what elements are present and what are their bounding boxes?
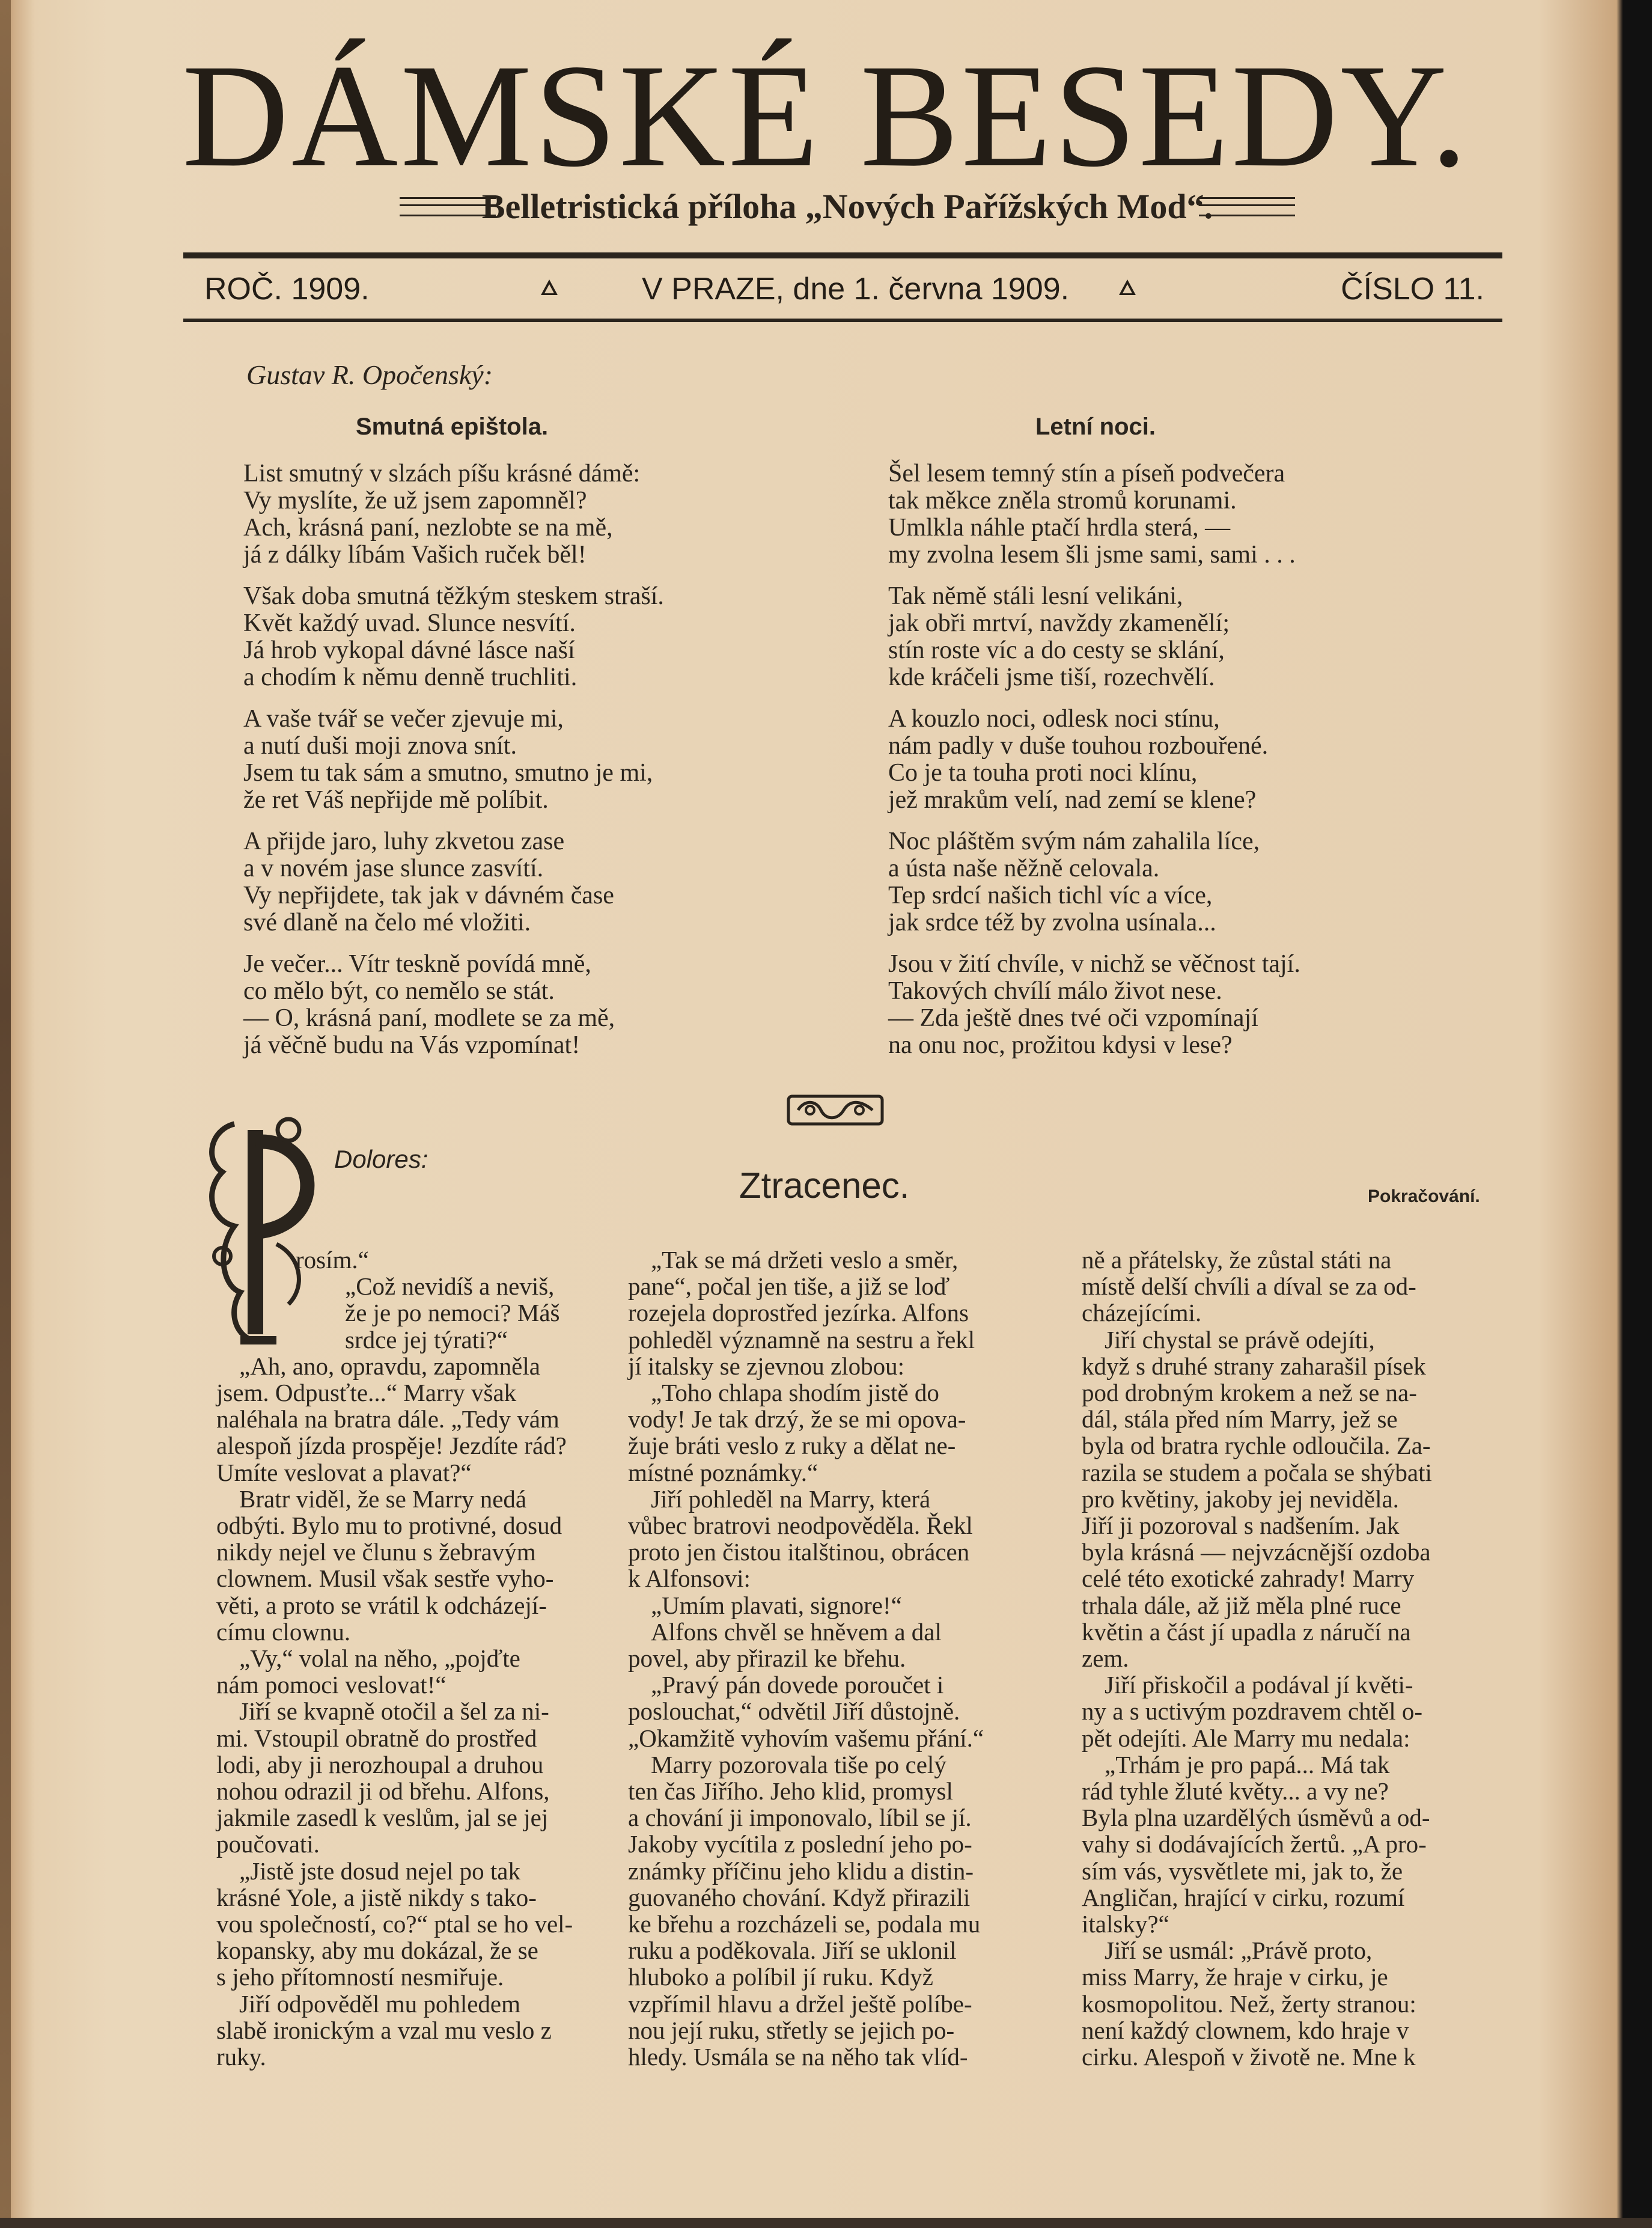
- poem-line: my zvolna lesem šli jsme sami, sami . . .: [888, 541, 1296, 569]
- poems-author: Gustav R. Opočenský:: [246, 359, 493, 390]
- poem-line: kde kráčeli jsme tiší, rozechvělí.: [888, 664, 1215, 691]
- text-line: květin a část jí upadla z náručí na: [1082, 1617, 1411, 1646]
- text-line: „Umím plavati, signore!“: [651, 1591, 902, 1619]
- text-line: Jiří odpověděl mu pohledem: [239, 1989, 520, 2018]
- text-line: Jiří se usmál: „Právě proto,: [1105, 1937, 1373, 1965]
- poem-line: Jsem tu tak sám a smutno, smutno je mi,: [243, 759, 653, 787]
- story-column-1: [216, 1247, 573, 2070]
- text-line: pane“, počal jen tiše, a již se loď: [628, 1272, 950, 1301]
- poem-left-stanza: [243, 706, 653, 814]
- text-line: razila se studem a počala se shýbati: [1082, 1458, 1432, 1486]
- poem-line: Však doba smutná těžkým steskem straší.: [243, 582, 664, 610]
- story-column-3: [1082, 1247, 1432, 2070]
- poem-line: tak měkce zněla stromů korunami.: [888, 487, 1237, 514]
- poem-left-stanza: [243, 828, 614, 936]
- text-line: Byla plna uzardělých úsměvů a od-: [1082, 1804, 1430, 1832]
- issue-line: [204, 267, 1484, 316]
- text-line: mi. Vstoupil obratně do prostřed: [216, 1724, 537, 1752]
- triangle-ornament-left-icon: [541, 279, 558, 295]
- poem-line: Tep srdcí našich tichl víc a více,: [888, 882, 1213, 909]
- text-line: kosmopolitou. Než, žerty stranou:: [1082, 1989, 1416, 2018]
- text-line: když s druhé strany zaharašil písek: [1082, 1352, 1426, 1380]
- poem-line: Jsou v žití chvíle, v nichž se věčnost tají.: [888, 950, 1300, 978]
- text-line: poslouchat,“ odvětil Jiří důstojně.: [628, 1697, 960, 1726]
- text-line: Marry pozorovala tiše po celý: [651, 1750, 946, 1778]
- text-line: ten čas Jiřího. Jeho klid, promysl: [628, 1777, 953, 1805]
- poem-right-stanza: [888, 706, 1268, 814]
- masthead-title: DÁMSKÉ BESEDY.: [182, 34, 1470, 198]
- text-line: Alfons chvěl se hněvem a dal: [651, 1617, 942, 1646]
- issue-place-date: V PRAZE, dne 1. června 1909.: [642, 272, 1070, 307]
- poem-line: a nutí duši moji znova snít.: [243, 732, 517, 760]
- text-line: sím vás, vysvětlete mi, jak to, že: [1082, 1857, 1403, 1885]
- text-line: s jeho přítomností nesmiřuje.: [216, 1963, 504, 1991]
- poem-line: já věčně budu na Vás vzpomínat!: [243, 1031, 581, 1059]
- issue-year: ROČ. 1909.: [204, 272, 370, 307]
- book-spine: [0, 0, 11, 2228]
- poem-line: jak obři mrtví, navždy zkamenělí;: [888, 609, 1230, 637]
- poem-line: já z dálky líbám Vašich ruček běl!: [243, 541, 587, 569]
- text-line: není každý clownem, kdo hraje v: [1082, 2016, 1409, 2044]
- text-line: proto jen čistou italštinou, obrácen: [628, 1538, 970, 1566]
- text-line: rád tyhle žluté květy... a vy ne?: [1082, 1777, 1389, 1805]
- text-line: poučovati.: [216, 1830, 320, 1858]
- text-line: krásné Yole, a jistě nikdy s tako-: [216, 1883, 537, 1911]
- text-line: ruku a poděkovala. Jiří se uklonil: [628, 1937, 957, 1965]
- poem-line: A přijde jaro, luhy zkvetou zase: [243, 828, 565, 855]
- text-line: Umíte veslovat a plavat?“: [216, 1458, 472, 1486]
- text-line: vzpřímil hlavu a držel ještě políbe-: [628, 1989, 972, 2018]
- text-line: rozejela doprostřed jezírka. Alfons: [628, 1299, 969, 1327]
- poem-right-stanza: [888, 460, 1296, 569]
- triangle-ornament-right-icon: [1119, 279, 1136, 295]
- text-line: cházejícími.: [1082, 1299, 1202, 1327]
- poem-left-stanza: [243, 583, 664, 691]
- text-line: „Tak se má držeti veslo a směr,: [651, 1246, 959, 1274]
- poem-line: — Zda ještě dnes tvé oči vzpomínají: [888, 1004, 1258, 1032]
- poem-line: nám padly v duše touhou rozbouřené.: [888, 732, 1269, 760]
- text-line: místné poznámky.“: [628, 1458, 818, 1486]
- text-line: pohleděl významně na sestru a řekl: [628, 1325, 975, 1354]
- poem-line: jak srdce též by zvolna usínala...: [888, 909, 1216, 936]
- poem-line: své dlaně na čelo mé vložiti.: [243, 909, 531, 936]
- text-line: byla od bratra rychle odloučila. Za-: [1082, 1432, 1431, 1460]
- text-line: nohou odrazil ji od břehu. Alfons,: [216, 1777, 550, 1805]
- story-author: Dolores:: [334, 1145, 428, 1173]
- poem-line: a chodím k němu denně truchliti.: [243, 664, 578, 691]
- poem-line: List smutný v slzách píšu krásné dámě:: [243, 460, 641, 487]
- text-line: a chování ji imponovalo, líbil se jí.: [628, 1804, 972, 1832]
- masthead-rule-bottom: [183, 319, 1502, 322]
- poem-left-title: Smutná epištola.: [356, 414, 549, 440]
- text-line: „Okamžitě vyhovím vašemu přání.“: [628, 1724, 984, 1752]
- poem-line: jež mrakům velí, nad zemí se klene?: [888, 786, 1257, 814]
- text-line: jsem. Odpusťte...“ Marry však: [216, 1379, 517, 1407]
- text-line: „Toho chlapa shodím jistě do: [651, 1379, 939, 1407]
- text-line: Jiří se kvapně otočil a šel za ni-: [239, 1697, 549, 1726]
- text-line: slabě ironickým a vzal mu veslo z: [216, 2016, 552, 2044]
- masthead-rule-top: [183, 252, 1502, 258]
- poem-line: Vy myslíte, že už jsem zapomněl?: [243, 487, 587, 514]
- scan-bottom-edge: [0, 2218, 1652, 2228]
- story-column-2: [628, 1247, 984, 2070]
- poem-right-stanza: [888, 583, 1230, 691]
- text-line: kopansky, aby mu dokázal, že se: [216, 1937, 538, 1965]
- text-line: jí italsky se zjevnou zlobou:: [628, 1352, 905, 1380]
- section-ornament-icon: [786, 1093, 885, 1128]
- text-line: známky příčinu jeho klidu a distin-: [628, 1857, 974, 1885]
- text-line: hledy. Usmála se na něho tak vlíd-: [628, 2043, 968, 2071]
- continued-label: Pokračování.: [1368, 1186, 1480, 1206]
- poem-right-title: Letní noci.: [1035, 414, 1156, 440]
- poem-line: stín roste víc a do cesty se sklání,: [888, 636, 1225, 664]
- text-line: Angličan, hrající v cirku, rozumí: [1082, 1883, 1405, 1911]
- poem-line: a v novém jase slunce zasvítí.: [243, 855, 544, 882]
- poem-line: A vaše tvář se večer zjevuje mi,: [243, 705, 564, 733]
- text-line: clownem. Musil však sestře vyho-: [216, 1564, 554, 1593]
- text-line: „Pravý pán dovede poroučet i: [651, 1671, 944, 1699]
- text-line: srdce jej týrati?“: [345, 1325, 508, 1354]
- text-line: místě delší chvíli a díval se za od-: [1082, 1272, 1416, 1301]
- poem-line: na onu noc, prožitou kdysi v lese?: [888, 1031, 1233, 1059]
- poem-line: co mělo být, co nemělo se stát.: [243, 977, 555, 1005]
- text-line: dál, stála před ním Marry, jež se: [1082, 1405, 1398, 1433]
- text-line: guovaného chování. Když přirazili: [628, 1883, 971, 1911]
- text-line: celé této exotické zahrady! Marry: [1082, 1564, 1415, 1593]
- poem-left-stanza: [243, 460, 640, 569]
- poem-line: Tak němě stáli lesní velikáni,: [888, 582, 1183, 610]
- text-line: italsky?“: [1082, 1910, 1169, 1938]
- text-line: vahy si dodávajících žertů. „A pro-: [1082, 1830, 1427, 1858]
- issue-number: ČÍSLO 11.: [1341, 272, 1484, 307]
- poem-line: — O, krásná paní, modlete se za mě,: [243, 1004, 615, 1032]
- text-line: rosím.“: [296, 1246, 369, 1274]
- poem-right-stanza: [888, 828, 1260, 936]
- text-line: Jakoby vycítila z poslední jeho po-: [628, 1830, 972, 1858]
- text-line: vou společností, co?“ ptal se ho vel-: [216, 1910, 573, 1938]
- poem-line: Ach, krásná paní, nezlobte se na mě,: [243, 514, 613, 542]
- text-line: „Trhám je pro papá... Má tak: [1105, 1750, 1390, 1778]
- masthead-subtitle: Belletristická příloha „Nových Pařížských Mod“.: [481, 187, 1213, 226]
- text-line: Jiří pohleděl na Marry, která: [651, 1485, 931, 1513]
- text-line: vůbec bratrovi neodpověděla. Řekl: [628, 1512, 973, 1540]
- story-title: Ztracenec.: [739, 1165, 910, 1206]
- text-line: Bratr viděl, že se Marry nedá: [239, 1485, 527, 1513]
- poem-line: že ret Váš nepřijde mě políbit.: [243, 786, 549, 814]
- poem-line: Já hrob vykopal dávné lásce naší: [243, 636, 575, 664]
- text-line: věti, a proto se vrátil k odcházejí-: [216, 1591, 547, 1619]
- text-line: ně a přátelsky, že zůstal státi na: [1082, 1246, 1392, 1274]
- text-line: Jiří ji pozoroval s nadšením. Jak: [1082, 1512, 1400, 1540]
- text-line: Jiří přiskočil a podával jí květi-: [1105, 1671, 1413, 1699]
- poem-line: Šel lesem temný stín a píseň podvečera: [888, 460, 1285, 487]
- text-line: hluboko a políbil jí ruku. Když: [628, 1963, 933, 1991]
- masthead-subtitle-row: [385, 186, 1310, 228]
- text-line: vody! Je tak drzý, že se mi opova-: [628, 1405, 966, 1433]
- text-line: povel, aby přirazil ke břehu.: [628, 1644, 906, 1673]
- poem-line: Květ každý uvad. Slunce nesvítí.: [243, 609, 576, 637]
- text-line: že je po nemoci? Máš: [345, 1299, 560, 1327]
- text-line: „Ah, ano, opravdu, zapomněla: [239, 1352, 540, 1380]
- text-line: ke břehu a rozcházeli se, podala mu: [628, 1910, 981, 1938]
- text-line: byla krásná — nejvzácnější ozdoba: [1082, 1538, 1431, 1566]
- text-line: alespoň jízda prospěje! Jezdíte rád?: [216, 1432, 567, 1460]
- text-line: nikdy nejel ve člunu s žebravým: [216, 1538, 536, 1566]
- text-line: zem.: [1082, 1644, 1129, 1673]
- poem-line: Takových chvílí málo život nese.: [888, 977, 1222, 1005]
- text-line: ny a s uctivým pozdravem chtěl o-: [1082, 1697, 1422, 1726]
- text-line: miss Marry, že hraje v cirku, je: [1082, 1963, 1388, 1991]
- poem-line: Vy nepřijdete, tak jak v dávném čase: [243, 882, 614, 909]
- text-line: pro květiny, jakoby jej neviděla.: [1082, 1485, 1399, 1513]
- poem-line: Je večer... Vítr teskně povídá mně,: [243, 950, 591, 978]
- text-line: žuje bráti veslo z ruky a dělat ne-: [628, 1432, 956, 1460]
- scan-edge: [1623, 0, 1652, 2228]
- poem-line: A kouzlo noci, odlesk noci stínu,: [888, 705, 1220, 733]
- text-line: „Jistě jste dosud nejel po tak: [239, 1857, 520, 1885]
- poem-line: a ústa naše něžně celovala.: [888, 855, 1160, 882]
- text-line: lodi, aby ji nerozhoupal a druhou: [216, 1750, 544, 1778]
- text-line: jakmile zasedl k veslům, jal se jej: [216, 1804, 549, 1832]
- poem-left-stanza: [243, 951, 615, 1059]
- text-line: odbýti. Bylo mu to protivné, dosud: [216, 1512, 562, 1540]
- text-line: Jiří chystal se právě odejíti,: [1105, 1325, 1375, 1354]
- text-line: címu clownu.: [216, 1617, 351, 1646]
- text-line: nám pomoci veslovat!“: [216, 1671, 447, 1699]
- poem-right-stanza: [888, 951, 1300, 1059]
- text-line: k Alfonsovi:: [628, 1564, 751, 1593]
- text-line: pět odejíti. Ale Marry mu nedala:: [1082, 1724, 1410, 1752]
- text-line: cirku. Alespoň v životě ne. Mne k: [1082, 2043, 1416, 2071]
- text-line: ruky.: [216, 2043, 266, 2071]
- text-line: „Vy,“ volal na něho, „pojďte: [239, 1644, 520, 1673]
- poem-line: Noc pláštěm svým nám zahalila líce,: [888, 828, 1260, 855]
- text-line: nou její ruku, střetly se jejich po-: [628, 2016, 955, 2044]
- subtitle-rule-right: [1199, 197, 1295, 216]
- text-line: „Což nevidíš a neviš,: [345, 1272, 555, 1301]
- poem-line: Co je ta touha proti noci klínu,: [888, 759, 1198, 787]
- text-line: naléhala na bratra dále. „Tedy vám: [216, 1405, 559, 1433]
- text-line: pod drobným krokem a než se na-: [1082, 1379, 1417, 1407]
- poem-line: Umlkla náhle ptačí hrdla sterá, —: [888, 514, 1231, 542]
- text-line: trhala dále, až již měla plné ruce: [1082, 1591, 1401, 1619]
